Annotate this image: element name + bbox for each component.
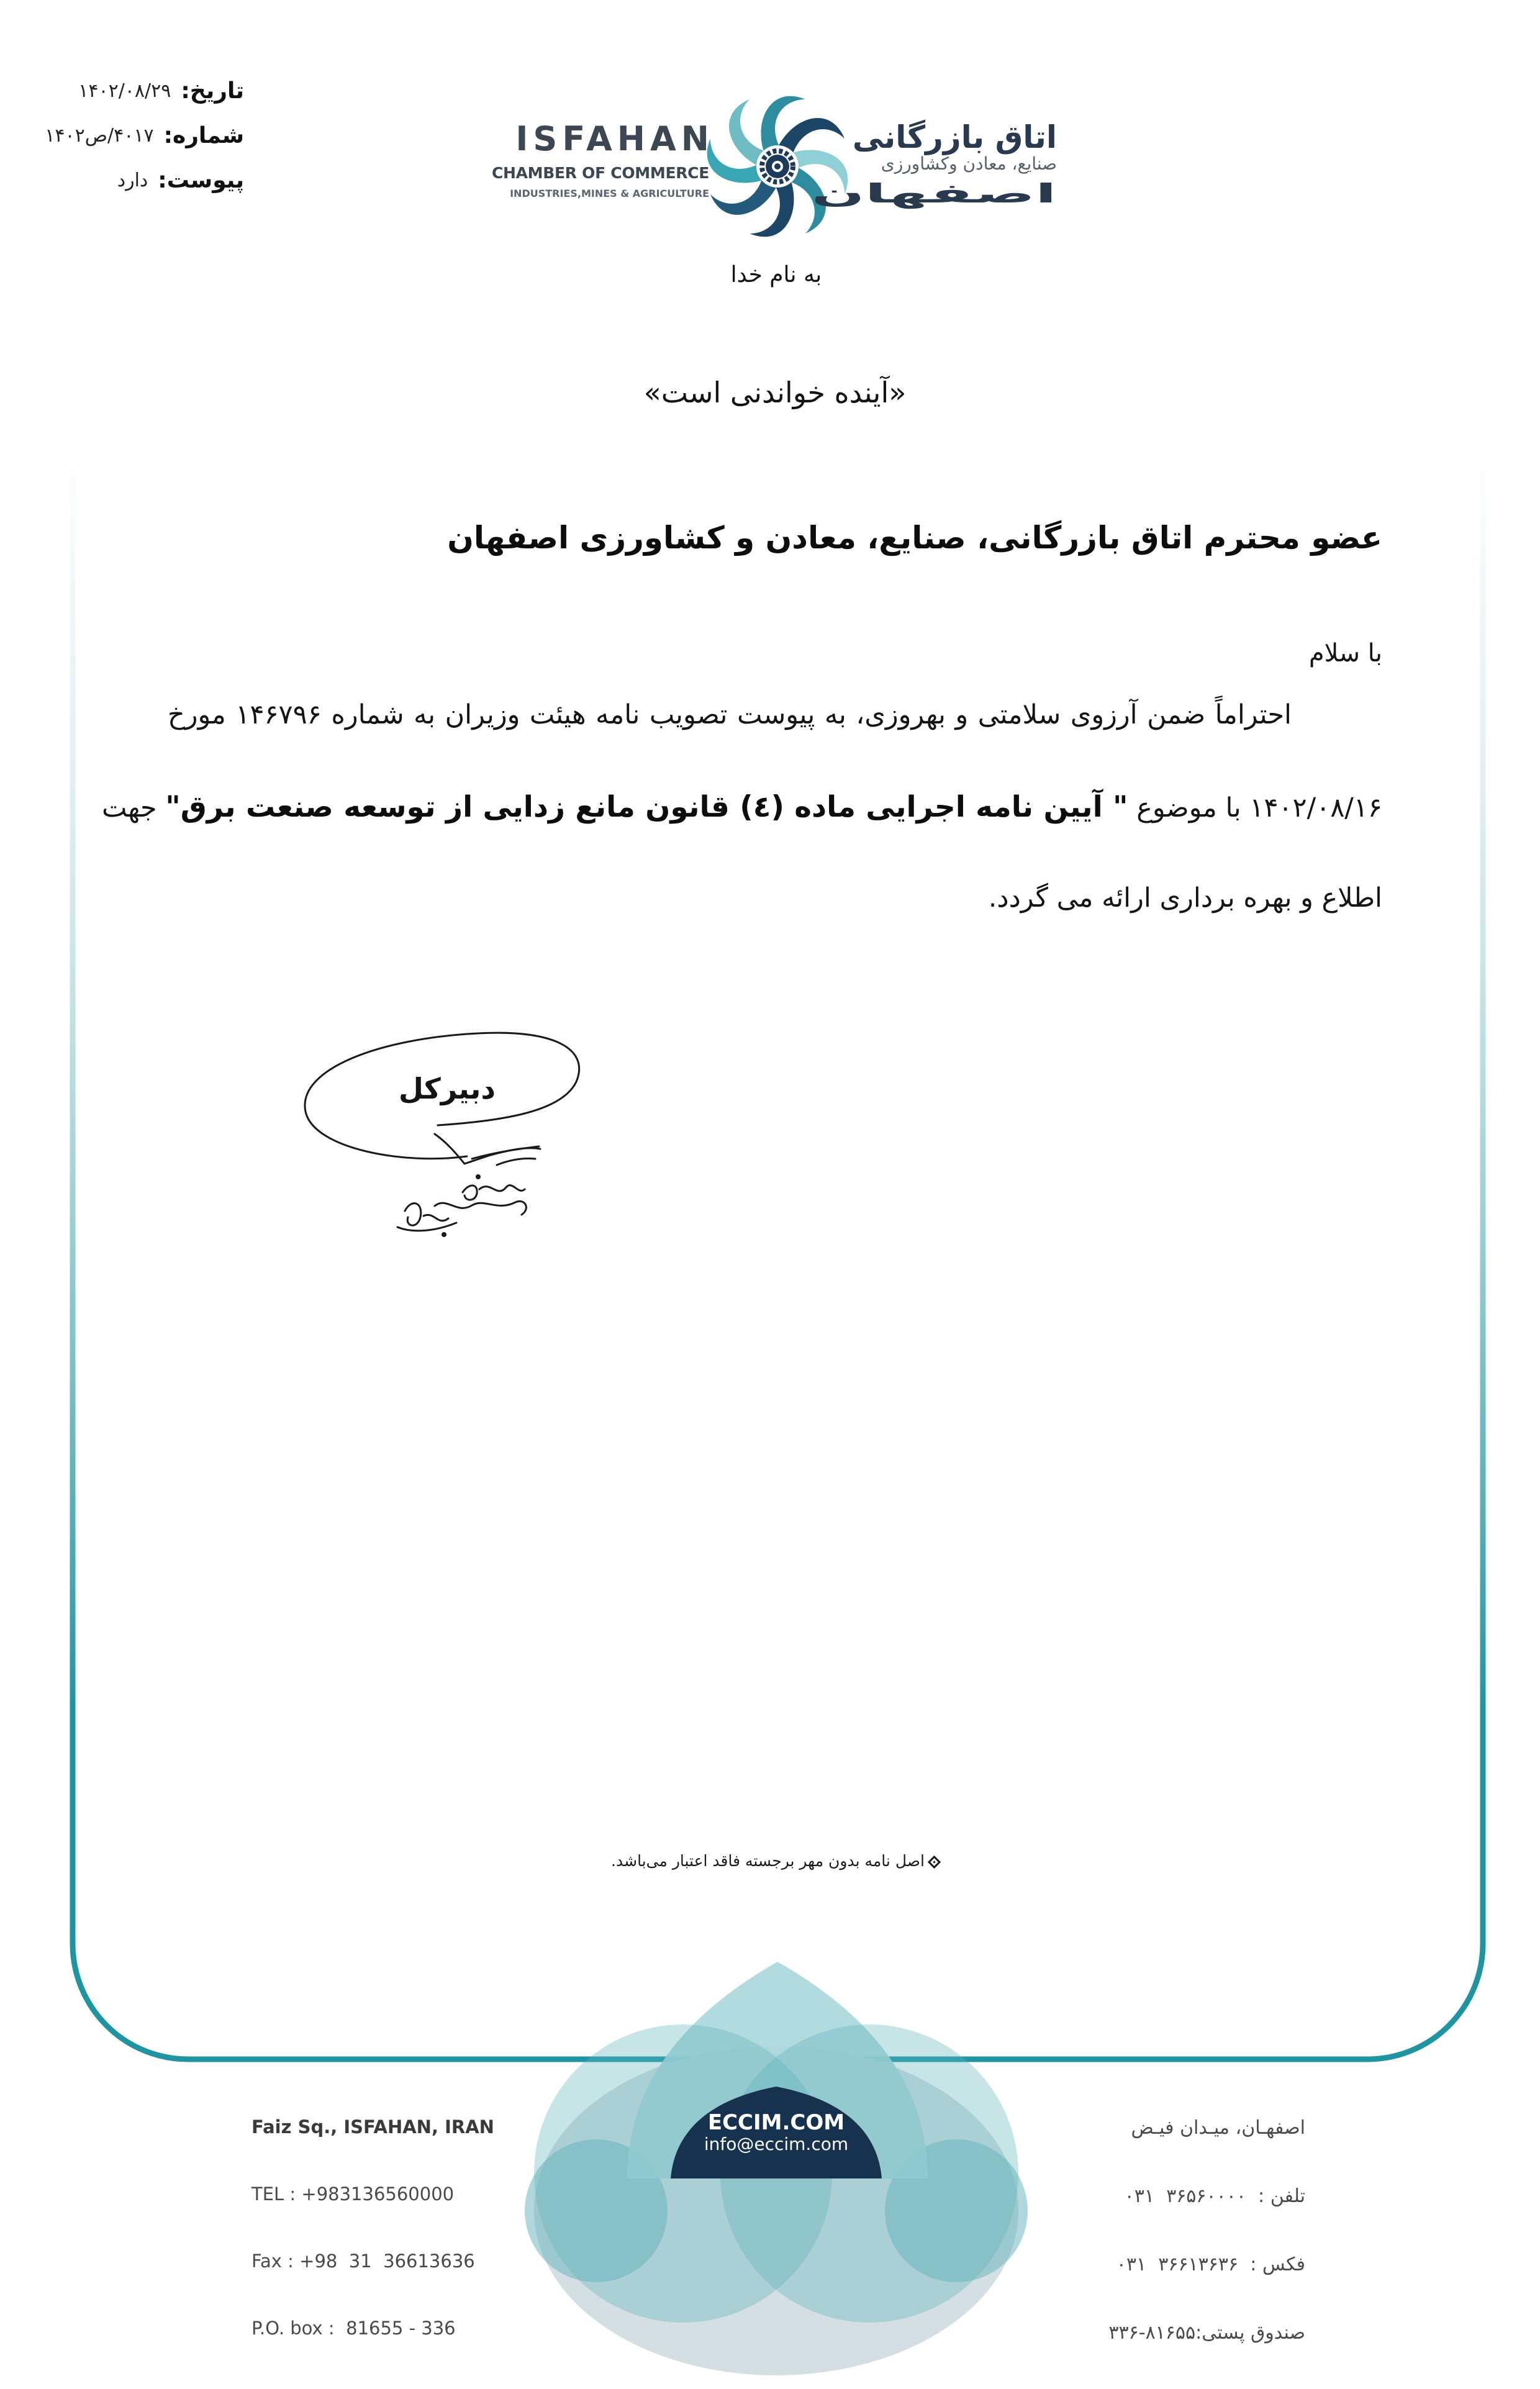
footer-contact-en bbox=[251, 2072, 494, 2383]
validity-notice bbox=[527, 1849, 1023, 1874]
slogan: «آینده خواندنی است» bbox=[643, 376, 907, 409]
subject-outro: جهت bbox=[102, 792, 157, 823]
logo-emblem-icon bbox=[696, 85, 859, 248]
body-line-1: احتراماً ضمن آرزوی سلامتی و بهروزی، به پیوست تصویب نامه هیئت وزیران به شماره ۱۴۶۷۹۶ مورخ bbox=[168, 699, 1292, 730]
footer-pobox-en: P.O. box : 81655 - 336 bbox=[251, 2318, 456, 2339]
signature-dot bbox=[476, 1174, 481, 1179]
letter-meta bbox=[45, 68, 244, 202]
footer-contact-fa bbox=[1108, 2072, 1305, 2389]
signatory-title: دبیرکل bbox=[398, 1072, 496, 1105]
footer-address-fa: اصفهـان، میـدان فیـض bbox=[1131, 2117, 1305, 2139]
number-row bbox=[45, 113, 244, 158]
footer-address-en: Faiz Sq., ISFAHAN, IRAN bbox=[251, 2116, 494, 2137]
logo-city-fa bbox=[812, 176, 1057, 211]
logo-subtitle-en: CHAMBER OF COMMERCE bbox=[491, 164, 709, 182]
addressee-heading: عضو محترم اتاق بازرگانی، صنایع، معادن و کشاورزی اصفهان bbox=[447, 520, 1382, 556]
subject-intro: ۱۴۰۲/۰۸/۱۶ با موضوع bbox=[1136, 792, 1382, 823]
logo-city-fa-text: اصفهان bbox=[812, 178, 1057, 209]
diamond-icon bbox=[928, 1855, 941, 1868]
date-label: تاریخ: bbox=[181, 78, 244, 104]
footer-fax-fa: فکس : ۳۶۶۱۳۶۳۶ ۰۳۱ bbox=[1116, 2254, 1305, 2275]
emblem-core-dot bbox=[774, 163, 781, 170]
logo-tagline-fa: صنایع، معادن وکشاورزی bbox=[881, 153, 1057, 174]
footer-tel-fa: تلفن : ۳۶۵۶۰۰۰۰ ۰۳۱ bbox=[1124, 2185, 1305, 2207]
date-row bbox=[45, 68, 244, 113]
footer-tel-en: TEL : +983136560000 bbox=[251, 2183, 455, 2205]
logo-name-fa: اتاق بازرگانی bbox=[852, 119, 1057, 155]
logo-name-en: ISFAHAN bbox=[515, 119, 714, 158]
footer-pobox-fa: صندوق پستی:۸۱۶۵۵-۳۳۶ bbox=[1108, 2322, 1305, 2344]
footer-email: info@eccim.com bbox=[704, 2134, 849, 2154]
body-line-2 bbox=[102, 786, 1382, 830]
attachment-row bbox=[45, 158, 244, 202]
greeting: با سلام bbox=[1308, 639, 1382, 668]
signature-flourish bbox=[472, 1146, 539, 1165]
number-value: ۴۰۱۷/ص۱۴۰۲ bbox=[45, 124, 154, 147]
number-label: شماره: bbox=[163, 122, 244, 148]
attachment-label: پیوست: bbox=[158, 167, 244, 193]
attachment-value: دارد bbox=[117, 169, 148, 191]
footer-website: ECCIM.COM bbox=[707, 2110, 845, 2135]
handwritten-signature bbox=[305, 1033, 579, 1237]
footer-fax-en: Fax : +98 31 36613636 bbox=[251, 2251, 475, 2272]
date-value: ۱۴۰۲/۰۸/۲۹ bbox=[78, 79, 171, 102]
signature-dot bbox=[442, 1232, 446, 1237]
body-line-3: اطلاع و بهره برداری ارائه می گردد. bbox=[988, 882, 1382, 913]
validity-notice-text: اصل نامه بدون مهر برجسته فاقد اعتبار می‌باشد. bbox=[611, 1852, 925, 1870]
signature-scribble bbox=[397, 1185, 526, 1231]
footer-lotus-emblem bbox=[525, 1962, 1028, 2375]
logo-tagline-en: INDUSTRIES,MINES & AGRICULTURE bbox=[510, 188, 709, 199]
invocation: به نام خدا bbox=[730, 262, 822, 288]
subject-title: " آیین نامه اجرایی ماده (٤) قانون مانع زدایی از توسعه صنعت برق" bbox=[165, 790, 1128, 824]
